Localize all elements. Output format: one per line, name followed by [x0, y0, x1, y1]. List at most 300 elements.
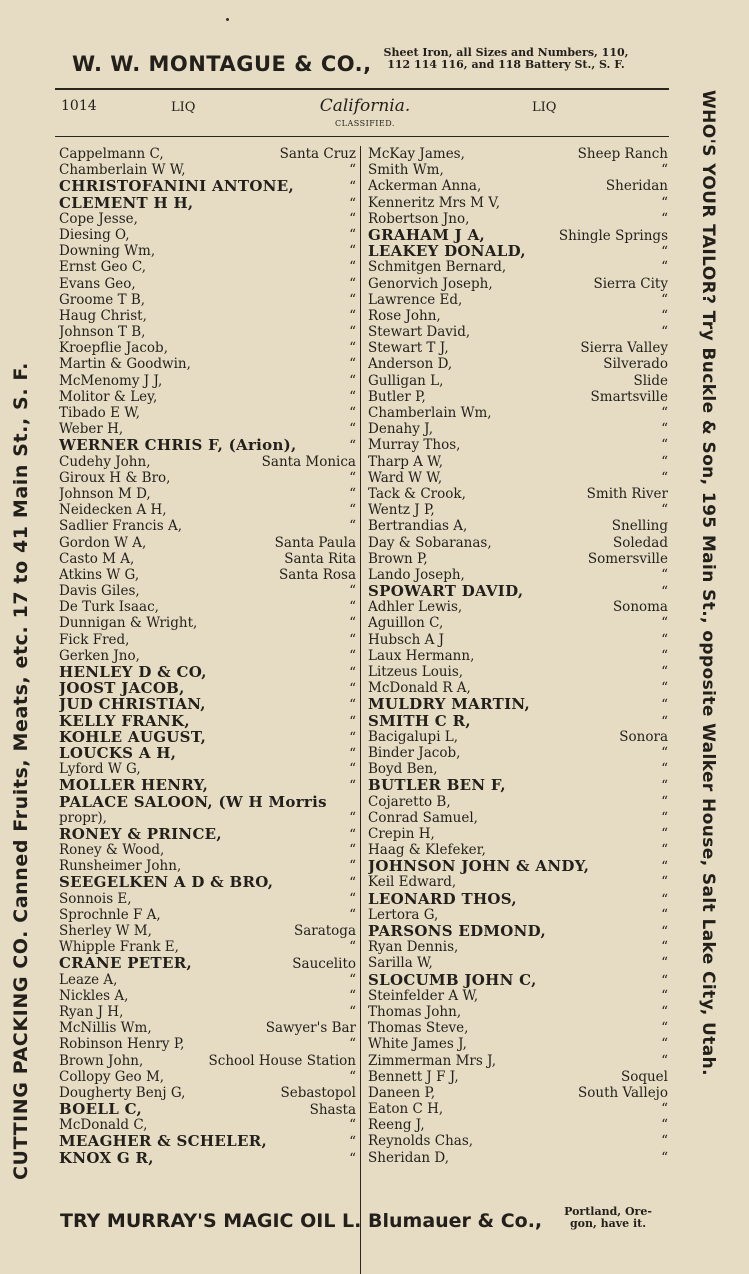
listing-name: McKay James, — [368, 146, 465, 162]
listing-place: “ — [349, 875, 356, 892]
listing-place: “ — [661, 1003, 668, 1020]
listing-name: Stewart David, — [368, 324, 471, 341]
listing-row — [368, 243, 672, 259]
listing-row — [59, 1150, 360, 1166]
listing-place: “ — [349, 485, 356, 502]
listing-row — [59, 988, 360, 1004]
listing-name: Litzeus Louis, — [368, 664, 464, 680]
listing-name: Ward W W, — [368, 469, 443, 486]
listing-place: “ — [661, 405, 668, 421]
listing-row — [368, 1133, 672, 1149]
listing-name: Sonnois E, — [59, 890, 132, 907]
page-title: California. — [319, 96, 411, 116]
listing-row — [368, 1069, 672, 1085]
listing-row — [59, 972, 360, 988]
listing-name: SLOCUMB JOHN C, — [368, 971, 537, 988]
listing-row — [59, 1020, 360, 1036]
listing-name: Boyd Ben, — [368, 761, 438, 778]
listing-place: Santa Paula — [274, 534, 356, 551]
listing-name: Keil Edward, — [368, 874, 457, 891]
listing-place: “ — [661, 1036, 668, 1053]
listing-place: “ — [349, 421, 356, 438]
listing-place: “ — [661, 1020, 668, 1037]
listing-row — [59, 874, 360, 890]
listing-name: Chamberlain W W, — [59, 162, 186, 179]
listing-row — [368, 259, 672, 275]
listing-row — [368, 486, 672, 502]
listing-row — [59, 421, 360, 437]
top-ad-sub-line1: Sheet Iron, all Sizes and Numbers, 110, — [383, 46, 629, 59]
listing-place: School House Station — [208, 1052, 356, 1069]
listing-row — [368, 1117, 672, 1133]
listing-name: Lando Joseph, — [368, 566, 465, 583]
listing-row — [368, 470, 672, 486]
listing-place: Somersville — [587, 550, 668, 567]
listing-row — [368, 162, 672, 178]
listing-name: Bertrandias A, — [368, 518, 468, 535]
listing-place: Sawyer's Bar — [265, 1020, 356, 1037]
listing-row — [59, 324, 360, 340]
listing-name: Cope Jesse, — [59, 210, 138, 227]
listing-place: Santa Cruz — [279, 146, 356, 162]
listing-row — [368, 615, 672, 631]
listing-place: Silverado — [603, 356, 668, 373]
listing-row — [368, 664, 672, 680]
listing-row — [368, 340, 672, 356]
listing-place: “ — [661, 324, 668, 341]
listing-name: Sprochnle F A, — [59, 906, 161, 923]
listing-name: Sherley W M, — [59, 923, 152, 939]
listing-place: “ — [349, 615, 356, 632]
listing-place: “ — [349, 842, 356, 859]
listing-row — [59, 146, 360, 162]
listing-name: Lawrence Ed, — [368, 291, 463, 308]
listing-row — [59, 745, 360, 761]
listing-row — [59, 227, 360, 243]
listing-row — [368, 178, 672, 194]
listing-name: Crepin H, — [368, 825, 435, 842]
listing-name: BOELL C, — [59, 1101, 143, 1118]
listing-row — [59, 680, 360, 696]
listing-place: “ — [349, 826, 356, 843]
listing-place: “ — [661, 194, 668, 211]
listing-place: Smartsville — [590, 388, 668, 405]
listing-name: Laux Hermann, — [368, 647, 475, 664]
listing-row — [368, 1004, 672, 1020]
listing-place: “ — [349, 906, 356, 923]
listing-place: Santa Rita — [284, 550, 356, 567]
listing-name: Hubsch A J — [368, 631, 445, 648]
listing-row — [59, 777, 360, 793]
listing-name: Johnson T B, — [59, 324, 146, 341]
listing-place: Santa Rosa — [278, 566, 356, 583]
listing-row — [368, 939, 672, 955]
listing-row — [59, 518, 360, 534]
listing-name: Leaze A, — [59, 971, 118, 988]
listing-place: “ — [661, 1117, 668, 1134]
listing-place: “ — [349, 1117, 356, 1134]
listing-place: “ — [661, 761, 668, 778]
listing-row — [59, 907, 360, 923]
listing-name: Haug Christ, — [59, 307, 147, 324]
listing-place: “ — [349, 372, 356, 389]
listing-place: Sonora — [619, 728, 668, 745]
listing-place: “ — [661, 647, 668, 664]
listing-name: Sadlier Francis A, — [59, 518, 183, 535]
listing-row — [368, 810, 672, 826]
listing-row — [59, 502, 360, 518]
listing-name: Reynolds Chas, — [368, 1133, 474, 1150]
listing-place: “ — [349, 259, 356, 276]
listing-place: “ — [661, 615, 668, 632]
listing-row — [368, 502, 672, 518]
listing-place: “ — [661, 906, 668, 923]
left-margin-advertisement: CUTTING PACKING CO. Canned Fruits, Meats, etc. 17 to 41 Main St., S. F. — [10, 362, 32, 1180]
listing-row — [368, 891, 672, 907]
header-left-abbr: LIQ — [171, 100, 196, 115]
listing-name: Schmitgen Bernard, — [368, 259, 507, 276]
listing-place: “ — [349, 647, 356, 664]
listing-place: “ — [661, 842, 668, 859]
listing-row — [368, 518, 672, 534]
listing-name: De Turk Isaac, — [59, 599, 159, 616]
listing-row — [368, 356, 672, 372]
listing-place: “ — [661, 955, 668, 972]
listing-name: Zimmerman Mrs J, — [368, 1052, 496, 1069]
listing-place: Sheridan — [605, 178, 668, 195]
page-header — [55, 88, 669, 137]
listing-name: Tharp A W, — [368, 453, 443, 470]
bottom-ad-main: TRY MURRAY'S MAGIC OIL L. Blumauer & Co., — [60, 1210, 543, 1232]
right-margin-advertisement: WHO'S YOUR TAILOR? Try Buckle & Son, 195 Main St., opposite Walker House, Salt Lake City, Utah. — [698, 90, 718, 1076]
listing-row — [59, 1053, 360, 1069]
listing-row — [59, 648, 360, 664]
listing-row — [368, 389, 672, 405]
listing-name: Evans Geo, — [59, 275, 136, 292]
listing-place: “ — [349, 809, 356, 826]
bottom-ad-sub-line2: gon, have it. — [569, 1217, 647, 1230]
right-listing-column — [368, 146, 672, 1166]
bottom-ad-sub-line1: Portland, Ore- — [564, 1205, 652, 1218]
listing-name: Wentz J P, — [368, 502, 435, 519]
listing-row — [59, 308, 360, 324]
listing-name: JOHNSON JOHN & ANDY, — [368, 858, 590, 875]
listing-name: Casto M A, — [59, 550, 135, 567]
listing-row — [59, 470, 360, 486]
listing-name: KELLY FRANK, — [59, 712, 190, 729]
listing-name: Ackerman Anna, — [368, 178, 482, 195]
listing-name: Dunnigan & Wright, — [59, 615, 198, 632]
listing-place: “ — [349, 518, 356, 535]
listing-place: “ — [661, 584, 668, 601]
listing-name: Bennett J F J, — [368, 1068, 459, 1085]
listing-row — [368, 858, 672, 874]
listing-name: Weber H, — [59, 421, 124, 438]
listing-place: “ — [349, 665, 356, 681]
listing-name: McDonald R A, — [368, 680, 471, 697]
listing-place: “ — [661, 891, 668, 908]
listing-name: McDonald C, — [59, 1117, 148, 1134]
listing-place: “ — [349, 195, 356, 212]
listing-name: JOOST JACOB, — [59, 680, 185, 697]
listing-name: CRANE PETER, — [59, 955, 193, 972]
listing-row — [59, 340, 360, 356]
listing-row — [59, 599, 360, 615]
listing-place: “ — [661, 307, 668, 324]
listing-place: “ — [661, 291, 668, 308]
listing-place: “ — [349, 438, 356, 455]
listing-row — [368, 955, 672, 971]
listing-row — [59, 1085, 360, 1101]
listing-place: “ — [349, 599, 356, 616]
listing-name: MULDRY MARTIN, — [368, 696, 530, 713]
listing-place: “ — [349, 226, 356, 243]
listing-name: Ryan J H, — [59, 1003, 124, 1020]
listing-name: Nickles A, — [59, 987, 129, 1004]
listing-row — [368, 729, 672, 745]
listing-place: Shingle Springs — [558, 227, 668, 244]
listing-row — [368, 567, 672, 583]
listing-row — [59, 276, 360, 292]
listing-row — [59, 858, 360, 874]
listing-place: “ — [349, 729, 356, 746]
listing-name: propr), — [59, 809, 107, 826]
header-right-abbr: LIQ — [532, 100, 557, 115]
listing-row — [368, 454, 672, 470]
listing-place: Saratoga — [293, 923, 356, 939]
listing-name: Reeng J, — [368, 1117, 425, 1134]
listing-row — [368, 324, 672, 340]
listing-row — [59, 486, 360, 502]
listing-place: Sonoma — [612, 599, 668, 616]
listing-row — [368, 211, 672, 227]
listing-place: “ — [349, 858, 356, 875]
listing-row — [59, 891, 360, 907]
listing-name: Genorvich Joseph, — [368, 275, 493, 292]
listing-place: Shasta — [309, 1102, 356, 1119]
listing-name: Sheridan D, — [368, 1149, 450, 1166]
listing-name: Cudehy John, — [59, 453, 151, 470]
listing-name: Tack & Crook, — [368, 485, 466, 502]
listing-row — [368, 276, 672, 292]
listing-name: KNOX G R, — [59, 1149, 154, 1166]
listing-place: “ — [349, 631, 356, 648]
listing-row — [59, 259, 360, 275]
listing-row — [368, 648, 672, 664]
listing-name: Davis Giles, — [59, 583, 140, 600]
listing-name: Groome T B, — [59, 291, 146, 308]
listing-place: “ — [349, 243, 356, 260]
listing-place: “ — [349, 340, 356, 357]
listing-row — [368, 1020, 672, 1036]
listing-row — [59, 567, 360, 583]
listing-name: BUTLER BEN F, — [368, 777, 506, 794]
listing-name: Gordon W A, — [59, 534, 147, 551]
listing-row — [59, 162, 360, 178]
listing-row — [368, 551, 672, 567]
listing-row — [59, 178, 360, 194]
listing-name: Aguillon C, — [368, 615, 444, 632]
listing-name: Smith Wm, — [368, 162, 444, 179]
listing-place: “ — [661, 469, 668, 486]
listing-row — [59, 1117, 360, 1133]
listing-place: “ — [349, 502, 356, 519]
directory-page — [55, 88, 669, 1187]
listing-name: PARSONS EDMOND, — [368, 923, 546, 940]
listing-place: “ — [661, 631, 668, 648]
listing-name: Sarilla W, — [368, 955, 433, 972]
listing-row — [59, 923, 360, 939]
listing-place: “ — [349, 324, 356, 341]
listing-place: “ — [349, 1036, 356, 1053]
listing-row — [368, 421, 672, 437]
listing-place: “ — [661, 713, 668, 730]
listing-row — [368, 583, 672, 599]
listing-name: Brown P, — [368, 550, 428, 567]
listing-row — [59, 454, 360, 470]
top-ad-sub-line2: 112 114 116, and 118 Battery St., S. F. — [387, 58, 625, 71]
listing-place: Soledad — [612, 534, 668, 551]
listing-name: SPOWART DAVID, — [368, 583, 524, 600]
listing-place: “ — [349, 275, 356, 292]
listing-row — [59, 356, 360, 372]
listing-row — [59, 243, 360, 259]
listing-name: Roney & Wood, — [59, 842, 165, 859]
listing-name: Cappelmann C, — [59, 146, 164, 162]
listing-name: CHRISTOFANINI ANTONE, — [59, 178, 294, 195]
listing-place: “ — [349, 939, 356, 956]
listing-place: “ — [661, 939, 668, 956]
listing-row — [368, 874, 672, 890]
listing-place: “ — [661, 421, 668, 438]
listing-name: Robinson Henry P, — [59, 1036, 185, 1053]
listing-place: “ — [661, 1101, 668, 1118]
listing-place: “ — [349, 681, 356, 698]
listing-row — [59, 810, 360, 826]
listing-place: “ — [349, 291, 356, 308]
listing-row — [368, 680, 672, 696]
listing-name: Martin & Goodwin, — [59, 356, 191, 373]
listing-name: Day & Sobaranas, — [368, 534, 492, 551]
listing-row — [59, 292, 360, 308]
listing-place: “ — [349, 405, 356, 421]
listing-name: Murray Thos, — [368, 437, 461, 454]
listing-row — [368, 713, 672, 729]
listing-name: Chamberlain Wm, — [368, 405, 492, 421]
listing-place: Sheep Ranch — [577, 146, 668, 162]
listing-place: “ — [349, 1134, 356, 1151]
listing-place: Smith River — [586, 485, 668, 502]
listing-place: “ — [349, 971, 356, 988]
listing-row — [59, 729, 360, 745]
listing-name: Anderson D, — [368, 356, 453, 373]
listing-place: “ — [661, 210, 668, 227]
listing-place: “ — [661, 874, 668, 891]
listing-name: Adhler Lewis, — [368, 599, 463, 616]
listing-name: Dougherty Benj G, — [59, 1084, 186, 1101]
page-subtitle: CLASSIFIED. — [335, 119, 395, 128]
bottom-advertisement — [60, 1206, 700, 1236]
listing-row — [368, 437, 672, 453]
top-ad-sub — [336, 47, 676, 71]
listing-name: Molitor & Ley, — [59, 388, 158, 405]
listing-row — [59, 373, 360, 389]
listing-place: “ — [349, 745, 356, 762]
listing-row — [59, 615, 360, 631]
listing-place: “ — [349, 1003, 356, 1020]
listing-row — [59, 389, 360, 405]
listing-row — [59, 437, 360, 453]
listing-name: Thomas Steve, — [368, 1020, 469, 1037]
listing-place: “ — [661, 987, 668, 1004]
listing-name: MEAGHER & SCHELER, — [59, 1133, 267, 1150]
listing-row — [368, 907, 672, 923]
listing-row — [59, 195, 360, 211]
listing-name: Bacigalupi L, — [368, 728, 459, 745]
listing-row — [368, 1053, 672, 1069]
listing-row — [368, 1101, 672, 1117]
listing-place: “ — [349, 356, 356, 373]
listing-name: Fick Fred, — [59, 631, 130, 648]
listing-name: Steinfelder A W, — [368, 987, 479, 1004]
listing-row — [59, 794, 360, 810]
listing-row — [368, 599, 672, 615]
listing-name: LOUCKS A H, — [59, 744, 177, 762]
listing-name: Atkins W G, — [59, 566, 140, 583]
listing-name: HENLEY D & CO, — [59, 664, 207, 681]
listing-name: GRAHAM J A, — [368, 226, 486, 244]
page-number: 1014 — [61, 98, 97, 114]
listing-name: Ryan Dennis, — [368, 939, 459, 956]
listing-row — [59, 583, 360, 599]
listing-place: “ — [661, 244, 668, 261]
listing-name: Gulligan L, — [368, 372, 444, 389]
listing-place: “ — [661, 566, 668, 583]
listing-row — [368, 1085, 672, 1101]
listing-name: Runsheimer John, — [59, 858, 182, 875]
listing-row — [59, 826, 360, 842]
listing-place: “ — [661, 825, 668, 842]
listing-row — [368, 988, 672, 1004]
listing-row — [368, 227, 672, 243]
listing-name: Diesing O, — [59, 226, 130, 243]
listing-name: McNillis Wm, — [59, 1020, 152, 1037]
listing-name: Kroepflie Jacob, — [59, 340, 168, 357]
ink-speck — [226, 18, 229, 21]
listing-name: Eaton C H, — [368, 1101, 444, 1118]
listing-name: Kenneritz Mrs M V, — [368, 194, 500, 211]
listing-row — [368, 146, 672, 162]
listing-name: Johnson M D, — [59, 485, 151, 502]
listing-name: Downing Wm, — [59, 243, 156, 260]
listing-name: Denahy J, — [368, 421, 434, 438]
listing-place: “ — [661, 744, 668, 761]
listing-place: “ — [661, 437, 668, 454]
listing-place: “ — [349, 987, 356, 1004]
listing-place: “ — [349, 388, 356, 405]
listing-place: “ — [661, 809, 668, 826]
top-ad-main: W. W. MONTAGUE & CO., — [72, 52, 372, 76]
left-listing-column — [59, 146, 361, 1274]
listing-name: White James J, — [368, 1036, 467, 1053]
listing-place: Slide — [633, 372, 668, 389]
listing-place: “ — [349, 1068, 356, 1085]
listing-row — [368, 826, 672, 842]
listing-place: “ — [349, 469, 356, 486]
listing-name: Rose John, — [368, 307, 441, 324]
listing-name: Neidecken A H, — [59, 502, 167, 519]
listing-name: Ernst Geo C, — [59, 259, 146, 276]
